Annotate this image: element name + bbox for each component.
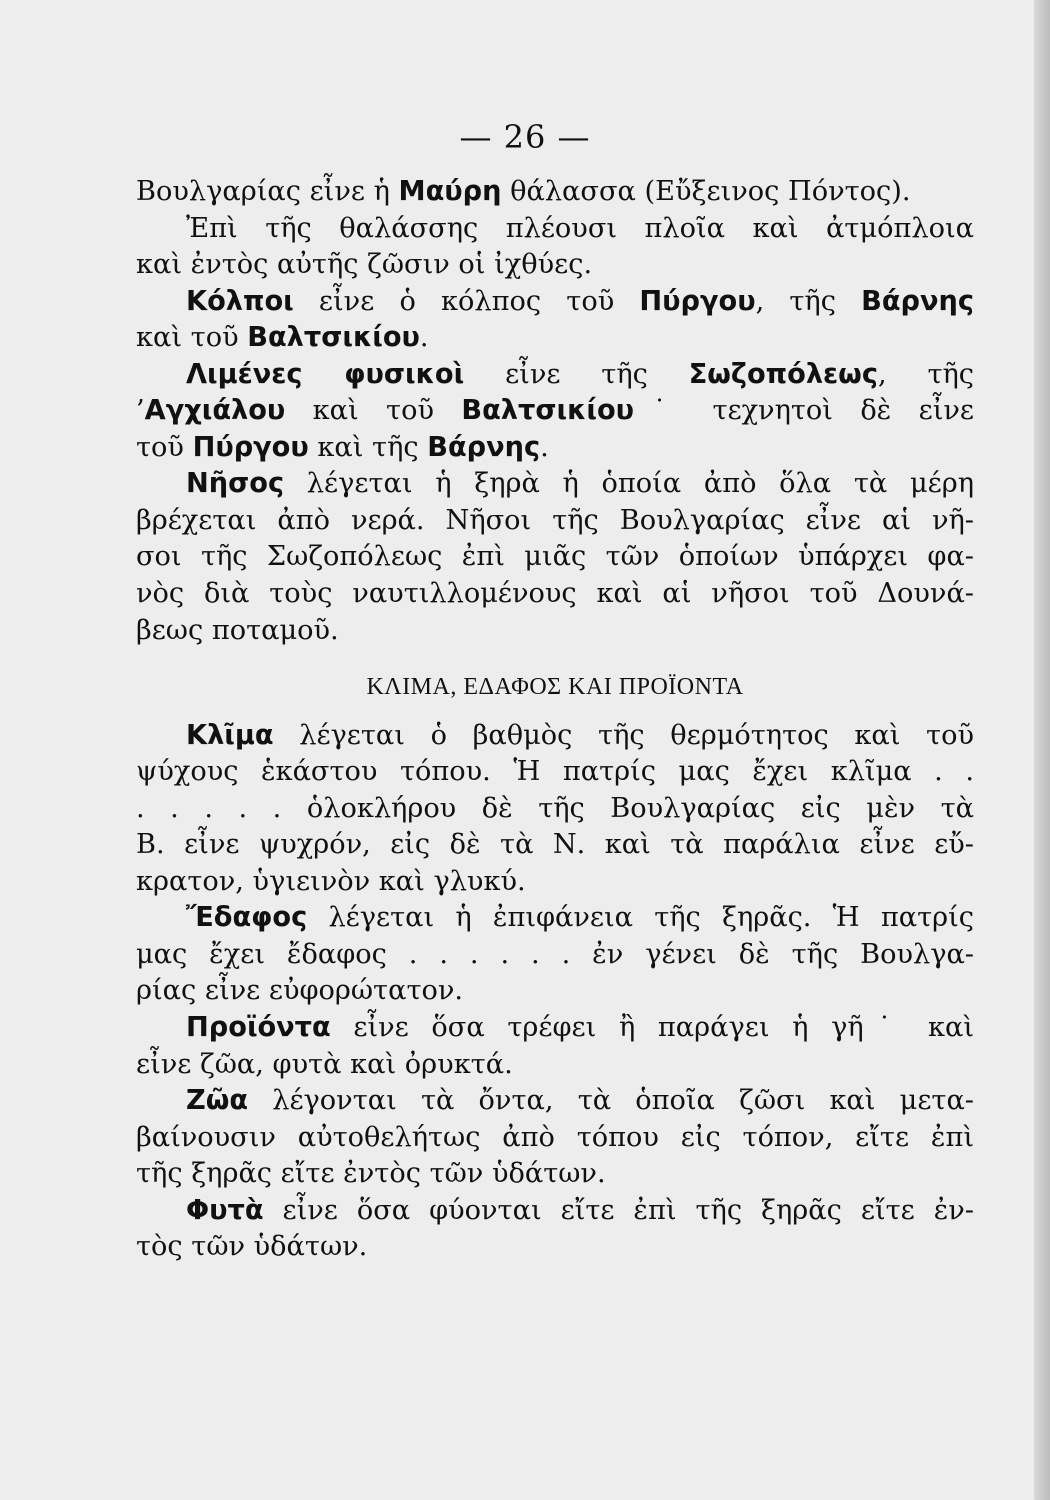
bold-term: Πύργου [192, 431, 309, 463]
text-line: κρατον, ὑγιεινὸν καὶ γλυκύ. [136, 865, 526, 897]
bold-term: Λιμένες φυσικοὶ [186, 358, 465, 390]
text-line: ρίας εἶνε εὐφορώτατον. [136, 975, 464, 1007]
bold-term: Προϊόντα [186, 1012, 331, 1044]
text-line: μας ἔχει ἔδαφος . . . . . . ἐν γένει δὲ τῆς Βουλγα- [136, 938, 974, 970]
bold-term: Κόλποι [186, 285, 294, 317]
bold-term: Κλῖμα [186, 719, 274, 751]
bold-term: Βαλτσικίου [247, 322, 420, 354]
text-line: καὶ τοῦ Βαλτσικίου. [136, 322, 429, 354]
page-edge [1034, 0, 1050, 1500]
text-line: Φυτὰ εἶνε ὅσα φύονται εἴτε ἐπὶ τῆς ξηρᾶς εἴτε ἐν- [186, 1194, 974, 1226]
text-line: Λιμένες φυσικοὶ εἶνε τῆς Σωζοπόλεως, τῆς [186, 358, 974, 390]
text-line: Προϊόντα εἶνε ὅσα τρέφει ἢ παράγει ἡ γῆ˙ καὶ [186, 1012, 974, 1044]
body-text [136, 174, 974, 1266]
text-line: εἶνε ζῶα, φυτὰ καὶ ὀρυκτά. [136, 1048, 513, 1080]
text-line: Νῆσος λέγεται ἡ ξηρὰ ἡ ὁποία ἀπὸ ὅλα τὰ μέρη [186, 468, 974, 500]
text-line: τοῦ Πύργου καὶ τῆς Βάρνης. [136, 431, 549, 463]
page-number: — 26 — [459, 118, 591, 156]
text-line: ’Αγχιάλου καὶ τοῦ Βαλτσικίου˙ τεχνητοὶ δὲ εἶνε [136, 395, 975, 427]
text-line: βεως ποταμοῦ. [136, 614, 339, 646]
text-line: καὶ ἐντὸς αὐτῆς ζῶσιν οἱ ἰχθύες. [136, 249, 593, 281]
text-line: τὸς τῶν ὑδάτων. [136, 1231, 368, 1263]
bold-term: Μαύρη [398, 176, 502, 207]
text-line: Βουλγαρίας εἶνε ἡ Μαύρη θάλασσα (Εὔξεινος Πόντος). [136, 176, 911, 207]
text-line: . . . . . ὁλοκλήρου δὲ τῆς Βουλγαρίας εἰς μὲν τὰ [136, 792, 974, 824]
text-line: νὸς διὰ τοὺς ναυτιλλομένους καὶ αἱ νῆσοι τοῦ Δουνά- [136, 578, 974, 610]
text-line: Κόλποι εἶνε ὁ κόλπος τοῦ Πύργου, τῆς Βάρνης [186, 285, 975, 317]
text-line: τῆς ξηρᾶς εἴτε ἐντὸς τῶν ὑδάτων. [136, 1158, 606, 1190]
bold-term: Βάρνης [427, 431, 541, 463]
text-line: ψύχους ἑκάστου τόπου. Ἡ πατρίς μας ἔχει κλῖμα . . [136, 756, 974, 788]
text-line: Β. εἶνε ψυχρόν, εἰς δὲ τὰ Ν. καὶ τὰ παράλια εἶνε εὔ- [136, 829, 974, 861]
bold-term: Νῆσος [186, 468, 285, 500]
text-line: βαίνουσιν αὐτοθελήτως ἀπὸ τόπου εἰς τόπον, εἴτε ἐπὶ [136, 1121, 974, 1153]
bold-term: Πύργου [639, 285, 756, 317]
text-line: Κλῖμα λέγεται ὁ βαθμὸς τῆς θερμότητος καὶ τοῦ [186, 719, 974, 751]
bold-term: Ζῶα [186, 1085, 249, 1117]
text-line: Ἔδαφος λέγεται ἡ ἐπιφάνεια τῆς ξηρᾶς. Ἡ πατρίς [186, 902, 974, 934]
text-line: Ζῶα λέγονται τὰ ὄντα, τὰ ὁποῖα ζῶσι καὶ μετα- [186, 1085, 974, 1117]
bold-term: Ἔδαφος [186, 902, 308, 934]
text-line: σοι τῆς Σωζοπόλεως ἐπὶ μιᾶς τῶν ὁποίων ὑπάρχει φα- [136, 541, 974, 573]
bold-term: Σωζοπόλεως [688, 358, 878, 390]
bold-term: Βάρνης [861, 285, 975, 317]
bold-term: Βαλτσικίου [461, 395, 635, 427]
bold-term: Αγχιάλου [144, 395, 286, 427]
bold-term: Φυτὰ [186, 1194, 264, 1226]
text-line: Ἐπὶ τῆς θαλάσσης πλέουσι πλοῖα καὶ ἀτμόπλοια [186, 212, 974, 244]
section-heading: ΚΛΙΜΑ, ΕΔΑΦΟΣ ΚΑΙ ΠΡΟΪΟΝΤΑ [366, 674, 744, 701]
text-line: βρέχεται ἀπὸ νερά. Νῆσοι τῆς Βουλγαρίας εἶνε αἱ νῆ- [136, 504, 974, 536]
